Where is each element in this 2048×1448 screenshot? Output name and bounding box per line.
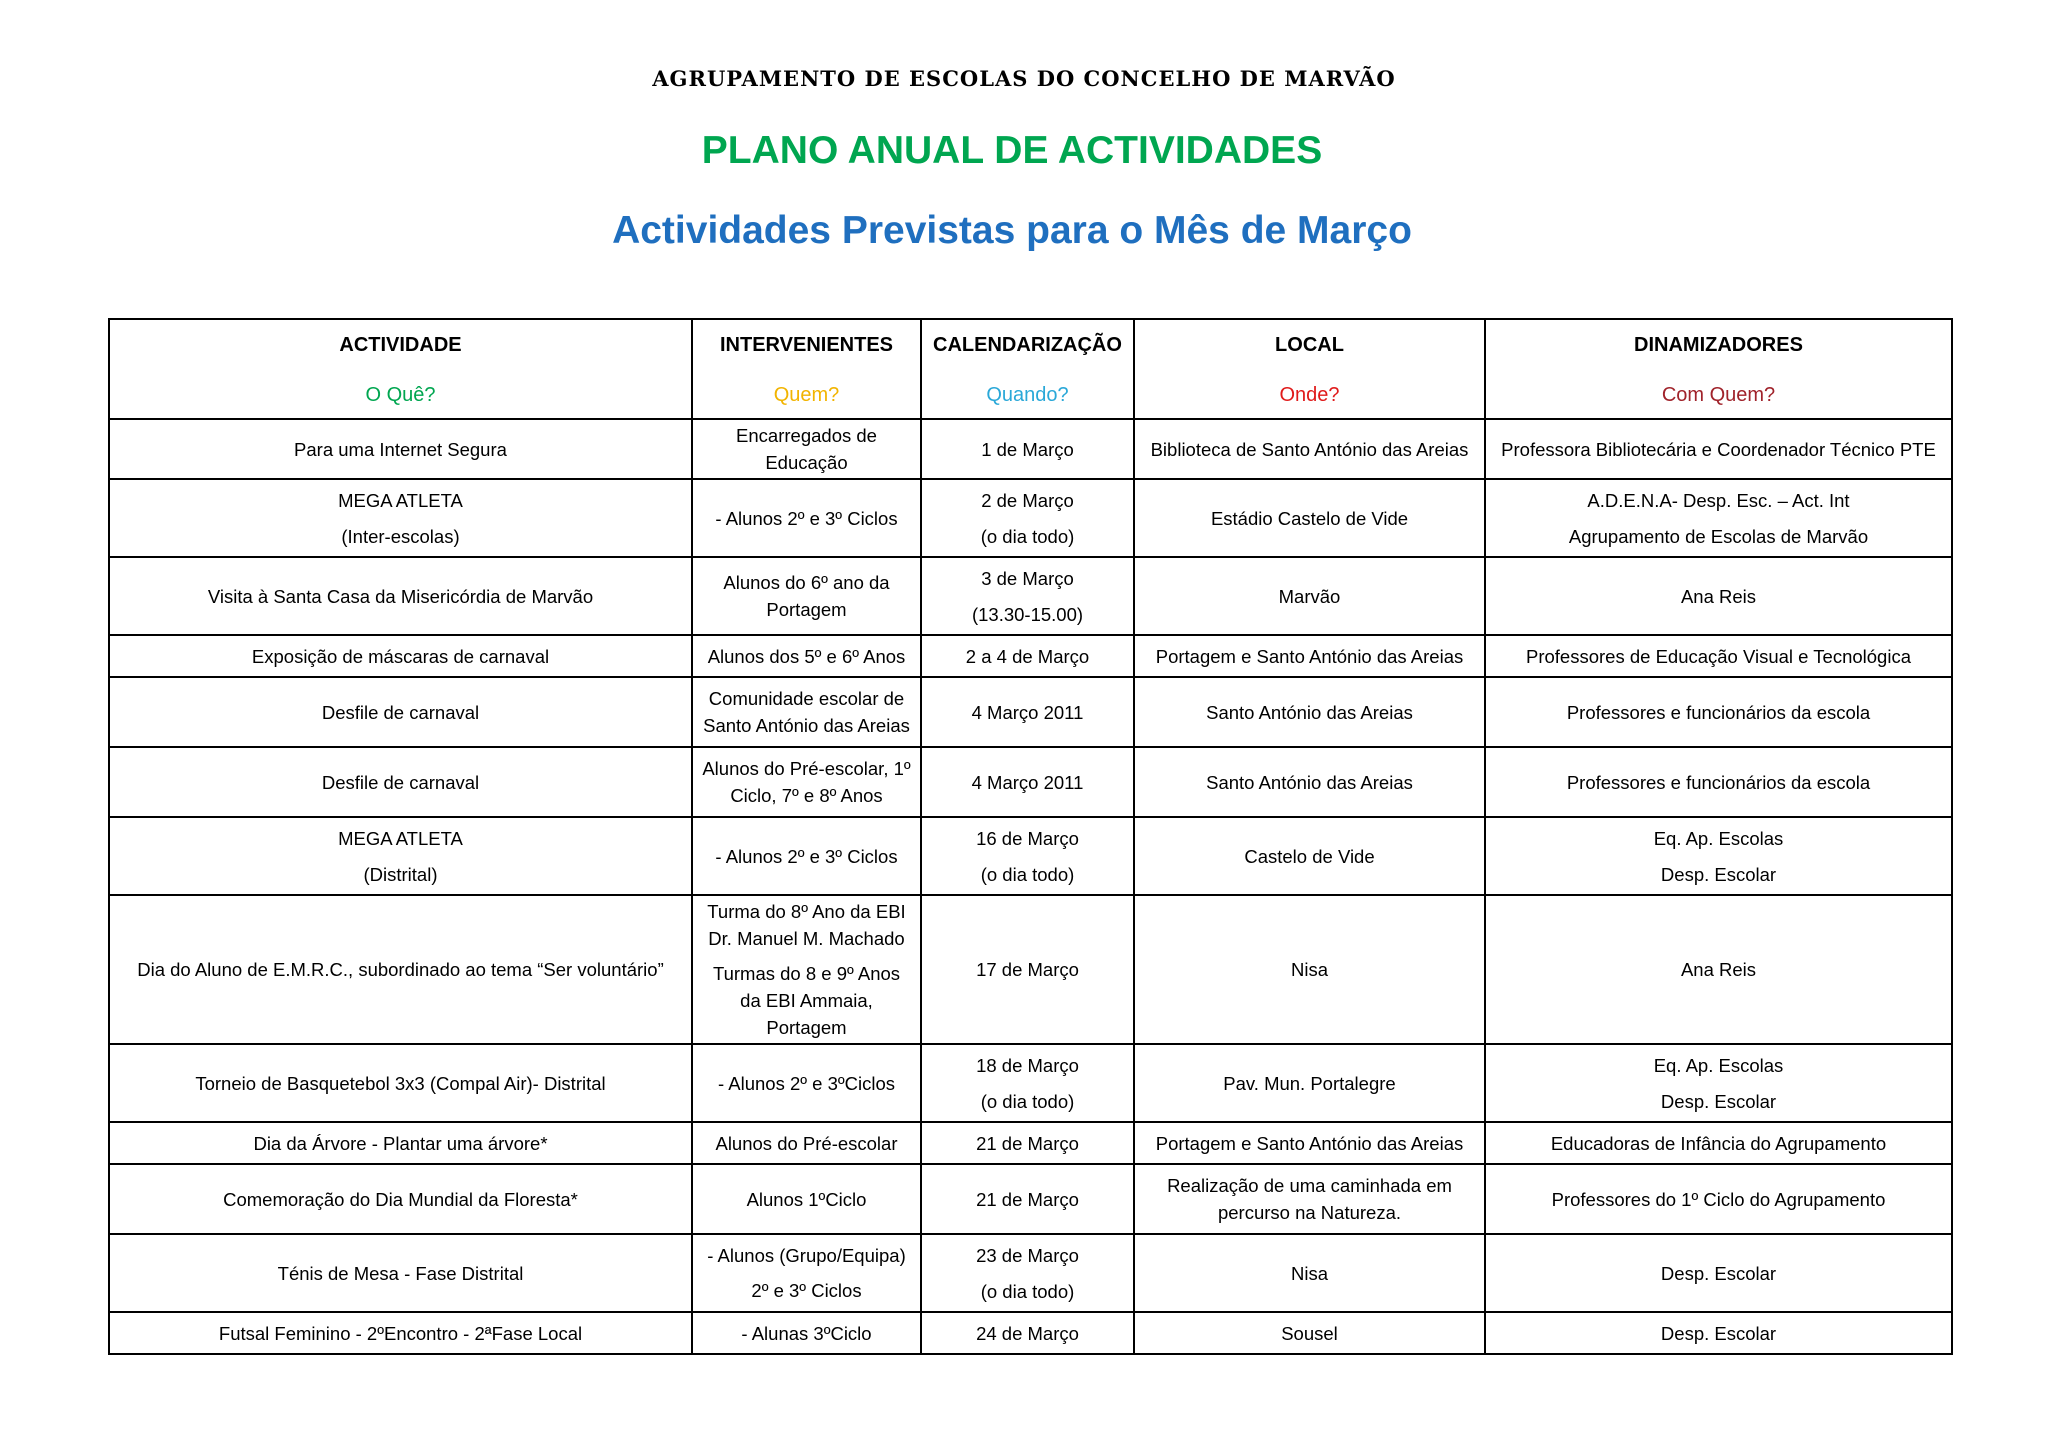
- column-question: Quando?: [986, 384, 1069, 406]
- cell-participants: [692, 557, 921, 635]
- cell-text: Futsal Feminino - 2ºEncontro - 2ªFase Local: [218, 1322, 583, 1344]
- cell-location: [1134, 557, 1485, 635]
- table-row: [109, 1122, 1952, 1164]
- cell-text: Santo António das Areias: [1206, 771, 1413, 793]
- cell-text: - Alunos (Grupo/Equipa): [707, 1245, 906, 1266]
- cell-text: Educadoras de Infância do Agrupamento: [1550, 1132, 1887, 1154]
- plan-title: PLANO ANUAL DE ACTIVIDADES: [701, 129, 1323, 172]
- cell-participants: [692, 1122, 921, 1164]
- cell-text: Professora Bibliotecária e Coordenador Técnico PTE: [1501, 438, 1936, 460]
- cell-text: Dia do Aluno de E.M.R.C., subordinado ao tema “Ser voluntário”: [137, 959, 664, 980]
- cell-text: Pav. Mun. Portalegre: [1223, 1072, 1396, 1094]
- cell-text: (Distrital): [363, 863, 438, 885]
- cell-text: Ana Reis: [1680, 959, 1757, 980]
- cell-location: [1134, 677, 1485, 747]
- cell-text: 3 de Março: [981, 567, 1074, 589]
- cell-activity: [109, 557, 692, 635]
- cell-text: Alunos do Pré-escolar, 1º Ciclo, 7º e 8º Anos: [702, 758, 911, 806]
- school-name: AGRUPAMENTO DE ESCOLAS DO CONCELHO DE MARVÃO: [652, 66, 1396, 91]
- cell-schedule: [921, 557, 1134, 635]
- table-row: [109, 479, 1952, 557]
- cell-organizers: [1485, 419, 1952, 479]
- cell-text: (Inter-escolas): [341, 525, 460, 547]
- column-header-organizers: [1485, 319, 1952, 419]
- cell-text: 16 de Março: [976, 827, 1079, 849]
- cell-organizers: [1485, 895, 1952, 1044]
- cell-text: Exposição de máscaras de carnaval: [251, 645, 550, 667]
- cell-activity: [109, 419, 692, 479]
- cell-text: Desp. Escolar: [1660, 1262, 1777, 1284]
- cell-schedule: [921, 895, 1134, 1044]
- cell-activity: [109, 635, 692, 677]
- cell-participants: [692, 747, 921, 817]
- cell-participants: [692, 419, 921, 479]
- cell-organizers: [1485, 1122, 1952, 1164]
- cell-participants: [692, 635, 921, 677]
- table-header-row: [109, 319, 1952, 419]
- cell-text: 2 de Março: [981, 489, 1074, 511]
- cell-text: Comemoração do Dia Mundial da Floresta*: [223, 1188, 578, 1210]
- cell-text: 21 de Março: [976, 1132, 1079, 1154]
- column-question: Onde?: [1279, 384, 1340, 406]
- cell-text: Eq. Ap. Escolas: [1653, 1054, 1784, 1076]
- cell-participants: [692, 817, 921, 895]
- cell-location: [1134, 1164, 1485, 1234]
- cell-organizers: [1485, 635, 1952, 677]
- cell-schedule: [921, 677, 1134, 747]
- cell-text: (o dia todo): [980, 1090, 1075, 1112]
- cell-location: [1134, 1312, 1485, 1354]
- cell-location: [1134, 635, 1485, 677]
- cell-activity: [109, 895, 692, 1044]
- cell-text: Ténis de Mesa - Fase Distrital: [277, 1262, 524, 1284]
- cell-text: Para uma Internet Segura: [294, 438, 507, 460]
- cell-text: Estádio Castelo de Vide: [1210, 507, 1409, 529]
- cell-organizers: [1485, 1234, 1952, 1312]
- cell-text: Professores do 1º Ciclo do Agrupamento: [1551, 1188, 1886, 1210]
- cell-organizers: [1485, 677, 1952, 747]
- cell-activity: [109, 677, 692, 747]
- table-row: [109, 1044, 1952, 1122]
- cell-activity: [109, 1122, 692, 1164]
- cell-text: Marvão: [1278, 585, 1341, 607]
- cell-participants: [692, 677, 921, 747]
- cell-schedule: [921, 747, 1134, 817]
- table-body: [109, 419, 1952, 1354]
- table-row: [109, 635, 1952, 677]
- cell-text: (13.30-15.00): [971, 603, 1084, 625]
- cell-text: Encarregados de Educação: [736, 425, 877, 473]
- cell-text: Nisa: [1290, 959, 1328, 980]
- cell-text: 17 de Março: [976, 959, 1079, 980]
- table-row: [109, 677, 1952, 747]
- column-question: Quem?: [773, 384, 840, 406]
- cell-schedule: [921, 1164, 1134, 1234]
- cell-text: Portagem e Santo António das Areias: [1155, 645, 1464, 667]
- table-row: [109, 895, 1952, 1044]
- cell-participants: [692, 1044, 921, 1122]
- cell-participants: [692, 1164, 921, 1234]
- cell-text: Realização de uma caminhada em percurso na Natureza.: [1167, 1175, 1452, 1223]
- column-header-activity: [109, 319, 692, 419]
- cell-activity: [109, 1234, 692, 1312]
- column-header-location: [1134, 319, 1485, 419]
- cell-organizers: [1485, 1044, 1952, 1122]
- cell-text: (o dia todo): [980, 525, 1075, 547]
- table-row: [109, 1312, 1952, 1354]
- cell-text: Professores e funcionários da escola: [1566, 701, 1871, 723]
- cell-participants: [692, 1234, 921, 1312]
- cell-organizers: [1485, 557, 1952, 635]
- cell-organizers: [1485, 747, 1952, 817]
- cell-location: [1134, 895, 1485, 1044]
- cell-schedule: [921, 1312, 1134, 1354]
- cell-text: Santo António das Areias: [1206, 701, 1413, 723]
- cell-activity: [109, 817, 692, 895]
- cell-text: Castelo de Vide: [1244, 845, 1375, 867]
- column-label: DINAMIZADORES: [1634, 334, 1803, 356]
- cell-text: Desfile de carnaval: [321, 701, 480, 723]
- cell-text: Turma do 8º Ano da EBI Dr. Manuel M. Machado: [707, 901, 906, 949]
- column-header-schedule: [921, 319, 1134, 419]
- cell-text: Alunos 1ºCiclo: [746, 1188, 867, 1210]
- cell-text: Dia da Árvore - Plantar uma árvore*: [253, 1132, 548, 1154]
- cell-text: (o dia todo): [980, 863, 1075, 885]
- cell-participants: [692, 1312, 921, 1354]
- cell-location: [1134, 1234, 1485, 1312]
- cell-schedule: [921, 817, 1134, 895]
- cell-location: [1134, 817, 1485, 895]
- cell-organizers: [1485, 1164, 1952, 1234]
- cell-schedule: [921, 635, 1134, 677]
- cell-location: [1134, 1044, 1485, 1122]
- column-header-participants: [692, 319, 921, 419]
- cell-schedule: [921, 419, 1134, 479]
- cell-text: A.D.E.N.A- Desp. Esc. – Act. Int: [1587, 489, 1850, 511]
- table-row: [109, 1164, 1952, 1234]
- cell-text: Torneio de Basquetebol 3x3 (Compal Air)- Distrital: [195, 1072, 606, 1094]
- table-row: [109, 557, 1952, 635]
- cell-text: MEGA ATLETA: [338, 827, 463, 849]
- cell-text: 2º e 3º Ciclos: [751, 1280, 862, 1301]
- cell-text: Desp. Escolar: [1660, 863, 1777, 885]
- cell-text: Biblioteca de Santo António das Areias: [1150, 438, 1469, 460]
- cell-text: Desp. Escolar: [1660, 1322, 1777, 1344]
- cell-text: MEGA ATLETA: [338, 489, 463, 511]
- column-label: ACTIVIDADE: [339, 334, 462, 356]
- cell-text: 23 de Março: [976, 1244, 1079, 1266]
- cell-organizers: [1485, 479, 1952, 557]
- cell-activity: [109, 1044, 692, 1122]
- cell-text: Nisa: [1290, 1262, 1328, 1284]
- column-label: INTERVENIENTES: [720, 334, 893, 356]
- cell-text: Professores e funcionários da escola: [1566, 771, 1871, 793]
- cell-schedule: [921, 479, 1134, 557]
- activities-table: [108, 318, 1953, 1355]
- cell-text: Turmas do 8 e 9º Anos da EBI Ammaia, Portagem: [712, 963, 901, 1038]
- cell-location: [1134, 479, 1485, 557]
- cell-text: Alunos do 6º ano da Portagem: [723, 572, 890, 620]
- column-label: LOCAL: [1275, 334, 1344, 356]
- cell-text: 21 de Março: [976, 1188, 1079, 1210]
- cell-text: Desfile de carnaval: [321, 771, 480, 793]
- cell-text: - Alunos 2º e 3º Ciclos: [715, 507, 898, 529]
- cell-text: Alunos do Pré-escolar: [715, 1132, 898, 1154]
- cell-activity: [109, 1312, 692, 1354]
- cell-organizers: [1485, 1312, 1952, 1354]
- cell-location: [1134, 1122, 1485, 1164]
- cell-text: Professores de Educação Visual e Tecnológica: [1526, 645, 1911, 667]
- table-row: [109, 817, 1952, 895]
- cell-text: 24 de Março: [976, 1322, 1079, 1344]
- cell-text: Ana Reis: [1680, 585, 1757, 607]
- page-subtitle: Actividades Previstas para o Mês de Março: [612, 209, 1412, 252]
- cell-participants: [692, 479, 921, 557]
- cell-participants: [692, 895, 921, 1044]
- cell-text: Visita à Santa Casa da Misericórdia de Marvão: [207, 585, 594, 607]
- cell-text: Portagem e Santo António das Areias: [1155, 1132, 1464, 1154]
- cell-text: - Alunos 2º e 3º Ciclos: [715, 845, 898, 867]
- cell-text: 1 de Março: [981, 438, 1074, 460]
- column-label: CALENDARIZAÇÃO: [933, 334, 1122, 356]
- cell-activity: [109, 479, 692, 557]
- cell-text: Eq. Ap. Escolas: [1653, 827, 1784, 849]
- cell-schedule: [921, 1044, 1134, 1122]
- cell-schedule: [921, 1122, 1134, 1164]
- cell-organizers: [1485, 817, 1952, 895]
- cell-text: Agrupamento de Escolas de Marvão: [1568, 525, 1869, 547]
- column-question: Com Quem?: [1661, 384, 1776, 406]
- cell-text: (o dia todo): [980, 1280, 1075, 1302]
- cell-text: 4 Março 2011: [971, 701, 1084, 723]
- table-row: [109, 419, 1952, 479]
- cell-text: - Alunas 3ºCiclo: [741, 1322, 872, 1344]
- cell-activity: [109, 747, 692, 817]
- table-row: [109, 747, 1952, 817]
- cell-text: Alunos dos 5º e 6º Anos: [707, 645, 906, 667]
- cell-text: 18 de Março: [976, 1054, 1079, 1076]
- cell-activity: [109, 1164, 692, 1234]
- column-question: O Quê?: [365, 384, 436, 406]
- cell-text: Comunidade escolar de Santo António das Areias: [703, 688, 910, 736]
- cell-text: - Alunos 2º e 3ºCiclos: [717, 1072, 895, 1094]
- table-row: [109, 1234, 1952, 1312]
- cell-location: [1134, 419, 1485, 479]
- cell-text: 2 a 4 de Março: [965, 645, 1090, 667]
- cell-text: Desp. Escolar: [1660, 1090, 1777, 1112]
- cell-text: Sousel: [1281, 1322, 1338, 1344]
- cell-schedule: [921, 1234, 1134, 1312]
- cell-text: 4 Março 2011: [971, 771, 1084, 793]
- cell-location: [1134, 747, 1485, 817]
